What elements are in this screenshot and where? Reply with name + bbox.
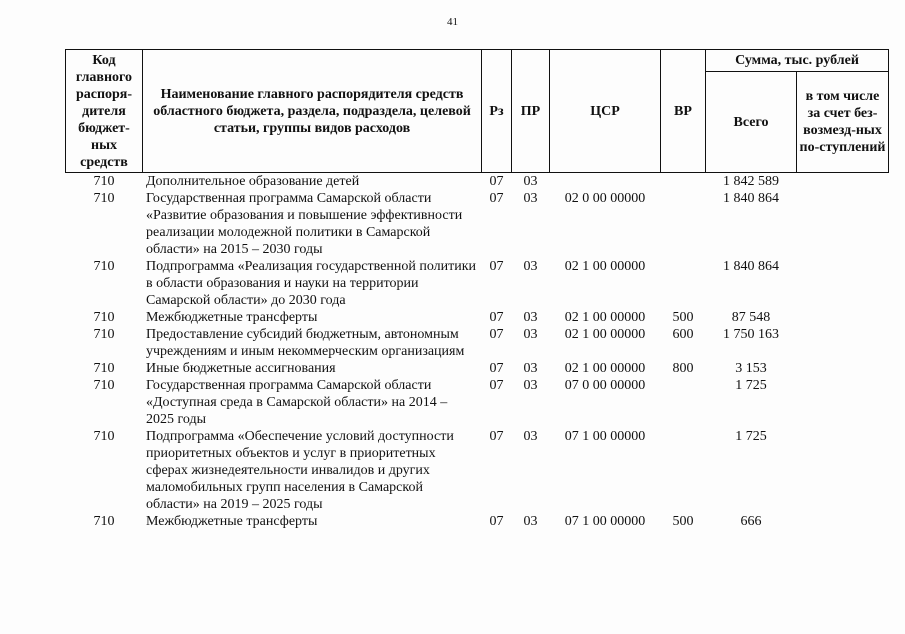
cell-total: 1 725 [735,378,767,393]
cell-total: 87 548 [731,310,771,325]
cell-code: 710 [93,378,115,393]
table-row [66,258,889,309]
cell-gratis [797,173,889,191]
cell-csr: 02 1 00 00000 [564,310,646,325]
cell-vr [661,173,706,191]
table-row [66,513,889,530]
cell-csr: 02 1 00 00000 [564,361,646,376]
cell-total: 1 725 [735,429,767,444]
cell-rz: 07 [489,378,504,393]
cell-vr [661,428,706,513]
cell-pr: 03 [523,378,538,393]
cell-pr: 03 [523,174,538,189]
cell-code: 710 [93,191,115,206]
cell-vr [661,377,706,428]
cell-total: 3 153 [735,361,767,376]
cell-rz: 07 [489,310,504,325]
cell-pr: 03 [523,429,538,444]
cell-code: 710 [93,361,115,376]
header-sum-group: Сумма, тыс. рублей [706,50,889,72]
table-header [66,50,889,173]
cell-total: 1 840 864 [723,259,779,274]
cell-total: 1 842 589 [723,174,779,189]
cell-rz: 07 [489,429,504,444]
table-body [66,173,889,531]
cell-name: Подпрограмма «Обеспечение условий доступности приоритетных объектов и услуг в приоритетных сферах жизнедеятельности инвалидов и других маломобильных групп населения в Самарской области» на 2019 – 2025 годы [146,429,454,512]
cell-vr: 500 [672,514,694,529]
cell-code: 710 [93,259,115,274]
cell-code: 710 [93,310,115,325]
cell-total: 666 [740,514,762,529]
cell-name: Предоставление субсидий бюджетным, автономным учреждениям и иным некоммерческим организациям [146,327,465,359]
cell-rz: 07 [489,259,504,274]
cell-code: 710 [93,174,115,189]
header-total: Всего [706,72,797,173]
cell-gratis [797,190,889,258]
cell-name: Государственная программа Самарской области «Развитие образования и повышение эффективности реализации молодежной политики в Самарской области» на 2015 – 2030 годы [146,191,463,257]
table-row [66,309,889,326]
cell-vr: 600 [672,327,694,342]
cell-csr: 07 1 00 00000 [564,514,646,529]
header-pr: ПР [512,50,550,173]
table-row [66,428,889,513]
cell-rz: 07 [489,514,504,529]
cell-csr: 02 1 00 00000 [564,327,646,342]
cell-name: Межбюджетные трансферты [146,310,318,325]
cell-vr: 500 [672,310,694,325]
cell-pr: 03 [523,191,538,206]
cell-pr: 03 [523,259,538,274]
header-csr: ЦСР [550,50,661,173]
cell-vr [661,258,706,309]
cell-rz: 07 [489,327,504,342]
cell-code: 710 [93,429,115,444]
table-row [66,190,889,258]
budget-table [65,49,889,530]
table-row [66,326,889,360]
cell-csr: 07 1 00 00000 [564,429,646,444]
cell-code: 710 [93,327,115,342]
cell-gratis [797,360,889,377]
cell-code: 710 [93,514,115,529]
cell-pr: 03 [523,361,538,376]
cell-csr [550,173,661,191]
table-row [66,360,889,377]
cell-pr: 03 [523,514,538,529]
cell-csr: 02 0 00 00000 [564,191,646,206]
page-number: 41 [447,16,458,28]
cell-pr: 03 [523,327,538,342]
cell-name: Государственная программа Самарской области «Доступная среда в Самарской области» на 2014 – 2025 годы [146,378,448,427]
cell-rz: 07 [489,191,504,206]
header-rz: Рз [482,50,512,173]
cell-vr: 800 [672,361,694,376]
cell-name: Межбюджетные трансферты [146,514,318,529]
cell-gratis [797,377,889,428]
table-row [66,377,889,428]
header-gratis: в том числе за счет без-возмезд-ных по-ступлений [797,72,889,173]
cell-gratis [797,258,889,309]
cell-gratis [797,309,889,326]
cell-vr [661,190,706,258]
cell-name: Иные бюджетные ассигнования [146,361,336,376]
cell-gratis [797,326,889,360]
cell-gratis [797,513,889,530]
header-vr: ВР [661,50,706,173]
cell-rz: 07 [489,361,504,376]
cell-csr: 07 0 00 00000 [564,378,646,393]
cell-pr: 03 [523,310,538,325]
table-row [66,173,889,191]
cell-rz: 07 [489,174,504,189]
cell-total: 1 840 864 [723,191,779,206]
header-code: Код главного распоря-дителя бюджет-ных средств [66,50,143,173]
cell-name: Подпрограмма «Реализация государственной политики в области образования и науки на территории Самарской области» до 2030 года [146,259,477,308]
cell-total: 1 750 163 [723,327,779,342]
header-name: Наименование главного распорядителя средств областного бюджета, раздела, подраздела, целевой статьи, группы видов расходов [143,50,482,173]
cell-name: Дополнительное образование детей [146,174,360,189]
cell-csr: 02 1 00 00000 [564,259,646,274]
cell-gratis [797,428,889,513]
